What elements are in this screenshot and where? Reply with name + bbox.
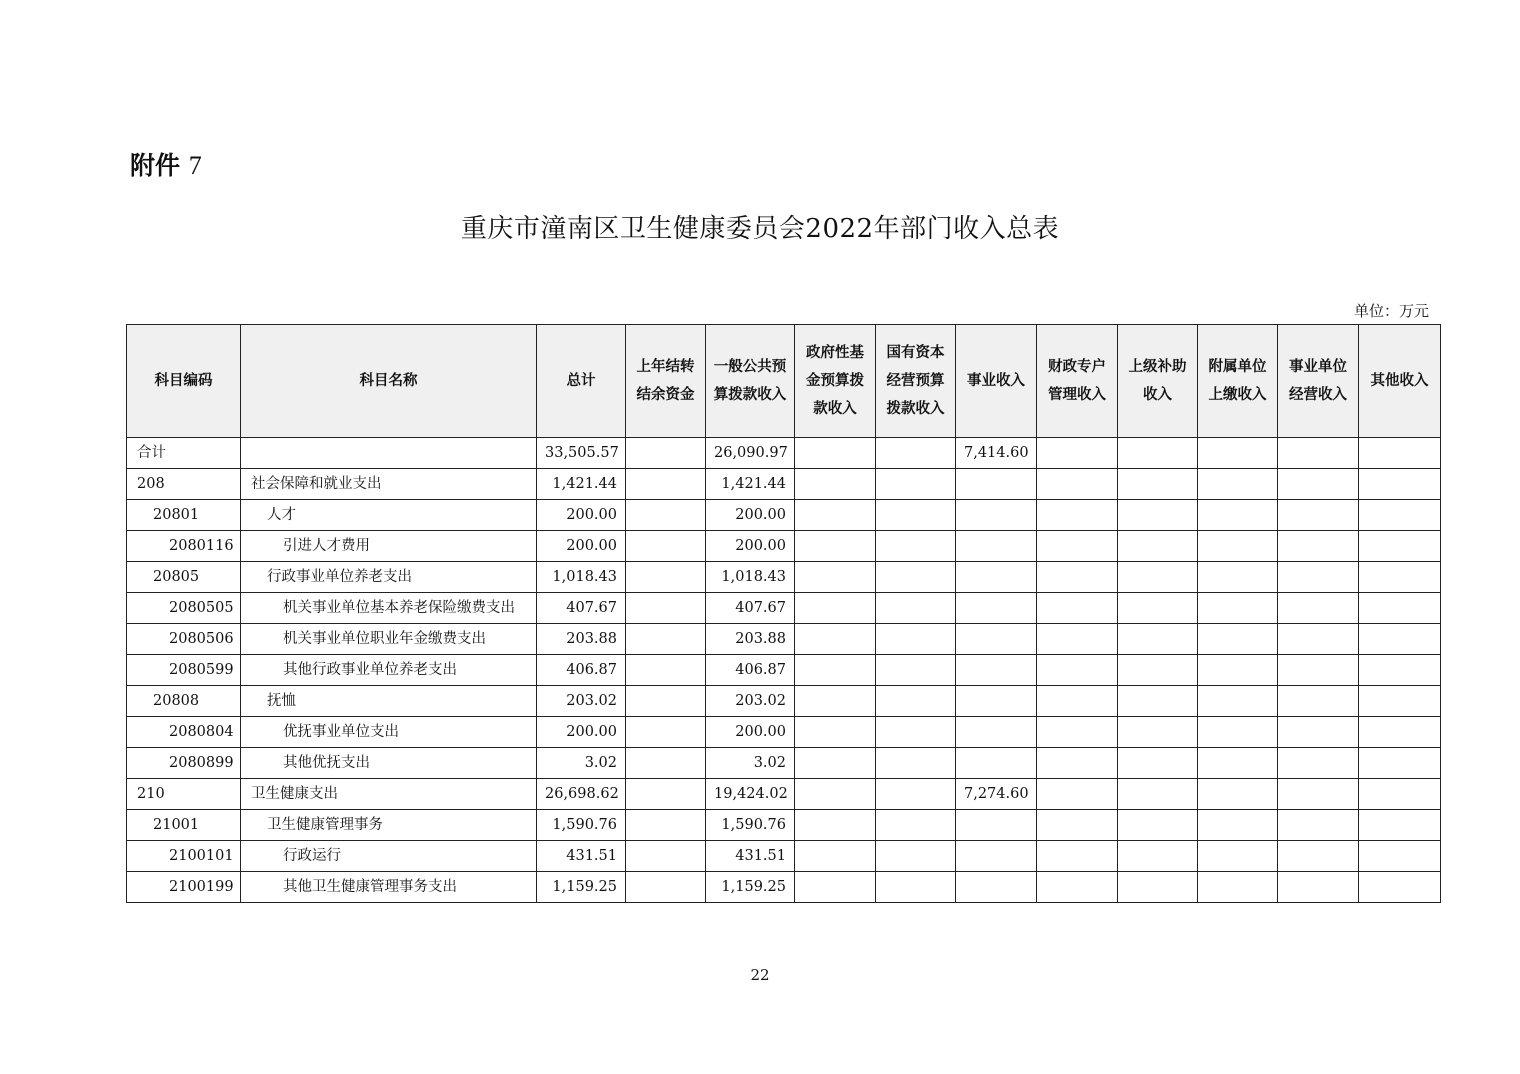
cell-carryover — [626, 841, 706, 872]
header-operating: 事业单位经营收入 — [1278, 325, 1359, 438]
cell-code: 21001 — [127, 810, 241, 841]
cell-code: 2080804 — [127, 717, 241, 748]
cell-affiliate — [1198, 872, 1278, 903]
cell-affiliate — [1198, 655, 1278, 686]
cell-other — [1359, 531, 1441, 562]
cell-carryover — [626, 562, 706, 593]
cell-operating — [1278, 810, 1359, 841]
cell-specialacct — [1037, 593, 1118, 624]
header-general: 一般公共预算拨款收入 — [706, 325, 795, 438]
cell-superior — [1118, 438, 1198, 469]
cell-other — [1359, 810, 1441, 841]
cell-operating — [1278, 438, 1359, 469]
cell-code: 20801 — [127, 500, 241, 531]
cell-operating — [1278, 469, 1359, 500]
cell-superior — [1118, 717, 1198, 748]
cell-general: 1,590.76 — [706, 810, 795, 841]
cell-affiliate — [1198, 624, 1278, 655]
cell-govfund — [795, 810, 876, 841]
cell-carryover — [626, 469, 706, 500]
header-govfund: 政府性基金预算拨款收入 — [795, 325, 876, 438]
table-row — [127, 779, 1441, 810]
cell-total: 407.67 — [537, 593, 626, 624]
cell-superior — [1118, 593, 1198, 624]
cell-general: 1,018.43 — [706, 562, 795, 593]
cell-affiliate — [1198, 500, 1278, 531]
cell-business — [956, 562, 1037, 593]
cell-superior — [1118, 500, 1198, 531]
cell-general: 406.87 — [706, 655, 795, 686]
cell-business — [956, 810, 1037, 841]
cell-business — [956, 469, 1037, 500]
cell-name — [241, 438, 537, 469]
cell-specialacct — [1037, 810, 1118, 841]
cell-name: 抚恤 — [241, 686, 537, 717]
cell-operating — [1278, 593, 1359, 624]
cell-business — [956, 500, 1037, 531]
cell-govfund — [795, 593, 876, 624]
cell-carryover — [626, 779, 706, 810]
cell-total: 200.00 — [537, 717, 626, 748]
cell-affiliate — [1198, 438, 1278, 469]
cell-stateowned — [876, 593, 956, 624]
cell-name: 卫生健康管理事务 — [241, 810, 537, 841]
cell-business — [956, 841, 1037, 872]
cell-specialacct — [1037, 748, 1118, 779]
cell-name: 机关事业单位基本养老保险缴费支出 — [241, 593, 537, 624]
cell-superior — [1118, 562, 1198, 593]
cell-code: 20805 — [127, 562, 241, 593]
cell-govfund — [795, 686, 876, 717]
cell-stateowned — [876, 810, 956, 841]
cell-general: 1,421.44 — [706, 469, 795, 500]
cell-other — [1359, 841, 1441, 872]
income-summary-table — [126, 324, 1441, 903]
cell-affiliate — [1198, 469, 1278, 500]
cell-code: 合计 — [127, 438, 241, 469]
cell-operating — [1278, 717, 1359, 748]
table-row — [127, 531, 1441, 562]
cell-general: 200.00 — [706, 500, 795, 531]
attachment-prefix: 附件 — [130, 151, 181, 180]
cell-stateowned — [876, 624, 956, 655]
cell-business — [956, 748, 1037, 779]
cell-affiliate — [1198, 562, 1278, 593]
table-row — [127, 841, 1441, 872]
table-row — [127, 717, 1441, 748]
cell-name: 机关事业单位职业年金缴费支出 — [241, 624, 537, 655]
cell-other — [1359, 438, 1441, 469]
cell-specialacct — [1037, 779, 1118, 810]
cell-name: 其他行政事业单位养老支出 — [241, 655, 537, 686]
cell-total: 431.51 — [537, 841, 626, 872]
cell-operating — [1278, 531, 1359, 562]
cell-general: 26,090.97 — [706, 438, 795, 469]
table-row — [127, 810, 1441, 841]
cell-affiliate — [1198, 841, 1278, 872]
cell-name: 社会保障和就业支出 — [241, 469, 537, 500]
cell-affiliate — [1198, 531, 1278, 562]
cell-code: 2080505 — [127, 593, 241, 624]
cell-govfund — [795, 624, 876, 655]
cell-stateowned — [876, 841, 956, 872]
header-specialacct: 财政专户管理收入 — [1037, 325, 1118, 438]
table-row — [127, 469, 1441, 500]
cell-name: 引进人才费用 — [241, 531, 537, 562]
cell-superior — [1118, 810, 1198, 841]
cell-superior — [1118, 655, 1198, 686]
cell-business — [956, 655, 1037, 686]
cell-name: 优抚事业单位支出 — [241, 717, 537, 748]
cell-stateowned — [876, 562, 956, 593]
cell-specialacct — [1037, 655, 1118, 686]
cell-business — [956, 531, 1037, 562]
cell-code: 2080116 — [127, 531, 241, 562]
cell-code: 2080506 — [127, 624, 241, 655]
cell-general: 200.00 — [706, 531, 795, 562]
cell-govfund — [795, 469, 876, 500]
cell-general: 407.67 — [706, 593, 795, 624]
cell-total: 33,505.57 — [537, 438, 626, 469]
header-stateowned: 国有资本经营预算拨款收入 — [876, 325, 956, 438]
cell-business — [956, 872, 1037, 903]
cell-govfund — [795, 531, 876, 562]
cell-name: 其他卫生健康管理事务支出 — [241, 872, 537, 903]
cell-affiliate — [1198, 717, 1278, 748]
table-body — [127, 438, 1441, 903]
cell-stateowned — [876, 655, 956, 686]
page-number: 22 — [750, 966, 770, 984]
cell-total: 1,590.76 — [537, 810, 626, 841]
cell-specialacct — [1037, 624, 1118, 655]
table-row — [127, 593, 1441, 624]
cell-stateowned — [876, 872, 956, 903]
cell-business: 7,414.60 — [956, 438, 1037, 469]
cell-carryover — [626, 810, 706, 841]
cell-govfund — [795, 655, 876, 686]
cell-name: 其他优抚支出 — [241, 748, 537, 779]
cell-stateowned — [876, 717, 956, 748]
cell-other — [1359, 500, 1441, 531]
cell-code: 20808 — [127, 686, 241, 717]
header-business: 事业收入 — [956, 325, 1037, 438]
cell-business — [956, 717, 1037, 748]
cell-govfund — [795, 717, 876, 748]
cell-other — [1359, 655, 1441, 686]
header-superior: 上级补助收入 — [1118, 325, 1198, 438]
cell-superior — [1118, 531, 1198, 562]
cell-superior — [1118, 779, 1198, 810]
cell-affiliate — [1198, 748, 1278, 779]
cell-carryover — [626, 655, 706, 686]
cell-operating — [1278, 655, 1359, 686]
header-name: 科目名称 — [241, 325, 537, 438]
cell-govfund — [795, 872, 876, 903]
cell-business — [956, 686, 1037, 717]
cell-operating — [1278, 500, 1359, 531]
table-row — [127, 624, 1441, 655]
table-row — [127, 655, 1441, 686]
cell-business — [956, 624, 1037, 655]
cell-specialacct — [1037, 717, 1118, 748]
cell-other — [1359, 624, 1441, 655]
cell-carryover — [626, 686, 706, 717]
cell-other — [1359, 779, 1441, 810]
cell-superior — [1118, 686, 1198, 717]
header-code: 科目编码 — [127, 325, 241, 438]
cell-carryover — [626, 531, 706, 562]
cell-total: 26,698.62 — [537, 779, 626, 810]
cell-specialacct — [1037, 686, 1118, 717]
cell-carryover — [626, 438, 706, 469]
cell-code: 2100101 — [127, 841, 241, 872]
cell-operating — [1278, 624, 1359, 655]
cell-govfund — [795, 748, 876, 779]
cell-total: 200.00 — [537, 500, 626, 531]
cell-operating — [1278, 779, 1359, 810]
cell-general: 431.51 — [706, 841, 795, 872]
cell-stateowned — [876, 779, 956, 810]
cell-govfund — [795, 562, 876, 593]
cell-general: 1,159.25 — [706, 872, 795, 903]
cell-other — [1359, 717, 1441, 748]
cell-code: 210 — [127, 779, 241, 810]
cell-specialacct — [1037, 469, 1118, 500]
header-other: 其他收入 — [1359, 325, 1441, 438]
cell-stateowned — [876, 748, 956, 779]
cell-carryover — [626, 717, 706, 748]
cell-superior — [1118, 841, 1198, 872]
cell-other — [1359, 686, 1441, 717]
cell-superior — [1118, 469, 1198, 500]
cell-code: 2080599 — [127, 655, 241, 686]
table-row — [127, 872, 1441, 903]
cell-specialacct — [1037, 841, 1118, 872]
attachment-number: 7 — [188, 151, 202, 180]
table-row — [127, 686, 1441, 717]
header-total: 总计 — [537, 325, 626, 438]
cell-affiliate — [1198, 810, 1278, 841]
cell-operating — [1278, 686, 1359, 717]
cell-total: 1,018.43 — [537, 562, 626, 593]
table-row — [127, 500, 1441, 531]
cell-other — [1359, 593, 1441, 624]
cell-stateowned — [876, 686, 956, 717]
cell-general: 200.00 — [706, 717, 795, 748]
cell-code: 2100199 — [127, 872, 241, 903]
cell-specialacct — [1037, 531, 1118, 562]
cell-specialacct — [1037, 562, 1118, 593]
cell-general: 3.02 — [706, 748, 795, 779]
cell-total: 406.87 — [537, 655, 626, 686]
cell-total: 203.88 — [537, 624, 626, 655]
cell-affiliate — [1198, 686, 1278, 717]
cell-total: 1,421.44 — [537, 469, 626, 500]
table-row — [127, 438, 1441, 469]
cell-operating — [1278, 841, 1359, 872]
cell-carryover — [626, 872, 706, 903]
cell-carryover — [626, 593, 706, 624]
cell-business — [956, 593, 1037, 624]
cell-govfund — [795, 841, 876, 872]
cell-stateowned — [876, 500, 956, 531]
cell-carryover — [626, 624, 706, 655]
cell-carryover — [626, 748, 706, 779]
cell-govfund — [795, 779, 876, 810]
cell-superior — [1118, 872, 1198, 903]
cell-general: 203.02 — [706, 686, 795, 717]
attachment-label — [130, 146, 202, 182]
cell-specialacct — [1037, 872, 1118, 903]
cell-other — [1359, 872, 1441, 903]
cell-govfund — [795, 438, 876, 469]
header-affiliate: 附属单位上缴收入 — [1198, 325, 1278, 438]
cell-operating — [1278, 562, 1359, 593]
cell-general: 19,424.02 — [706, 779, 795, 810]
cell-superior — [1118, 624, 1198, 655]
cell-operating — [1278, 748, 1359, 779]
table-header-row — [127, 325, 1441, 438]
cell-code: 208 — [127, 469, 241, 500]
header-carryover: 上年结转结余资金 — [626, 325, 706, 438]
cell-business: 7,274.60 — [956, 779, 1037, 810]
cell-other — [1359, 469, 1441, 500]
cell-name: 卫生健康支出 — [241, 779, 537, 810]
cell-stateowned — [876, 469, 956, 500]
unit-label: 单位：万元 — [1353, 302, 1429, 320]
cell-total: 200.00 — [537, 531, 626, 562]
cell-superior — [1118, 748, 1198, 779]
cell-total: 1,159.25 — [537, 872, 626, 903]
cell-general: 203.88 — [706, 624, 795, 655]
cell-affiliate — [1198, 593, 1278, 624]
document-title: 重庆市潼南区卫生健康委员会2022年部门收入总表 — [460, 214, 1060, 244]
cell-affiliate — [1198, 779, 1278, 810]
cell-specialacct — [1037, 438, 1118, 469]
cell-name: 人才 — [241, 500, 537, 531]
table-row — [127, 562, 1441, 593]
cell-total: 3.02 — [537, 748, 626, 779]
cell-code: 2080899 — [127, 748, 241, 779]
cell-stateowned — [876, 438, 956, 469]
cell-carryover — [626, 500, 706, 531]
cell-stateowned — [876, 531, 956, 562]
cell-specialacct — [1037, 500, 1118, 531]
table-row — [127, 748, 1441, 779]
cell-govfund — [795, 500, 876, 531]
cell-name: 行政运行 — [241, 841, 537, 872]
cell-name: 行政事业单位养老支出 — [241, 562, 537, 593]
cell-operating — [1278, 872, 1359, 903]
cell-other — [1359, 562, 1441, 593]
cell-other — [1359, 748, 1441, 779]
cell-total: 203.02 — [537, 686, 626, 717]
